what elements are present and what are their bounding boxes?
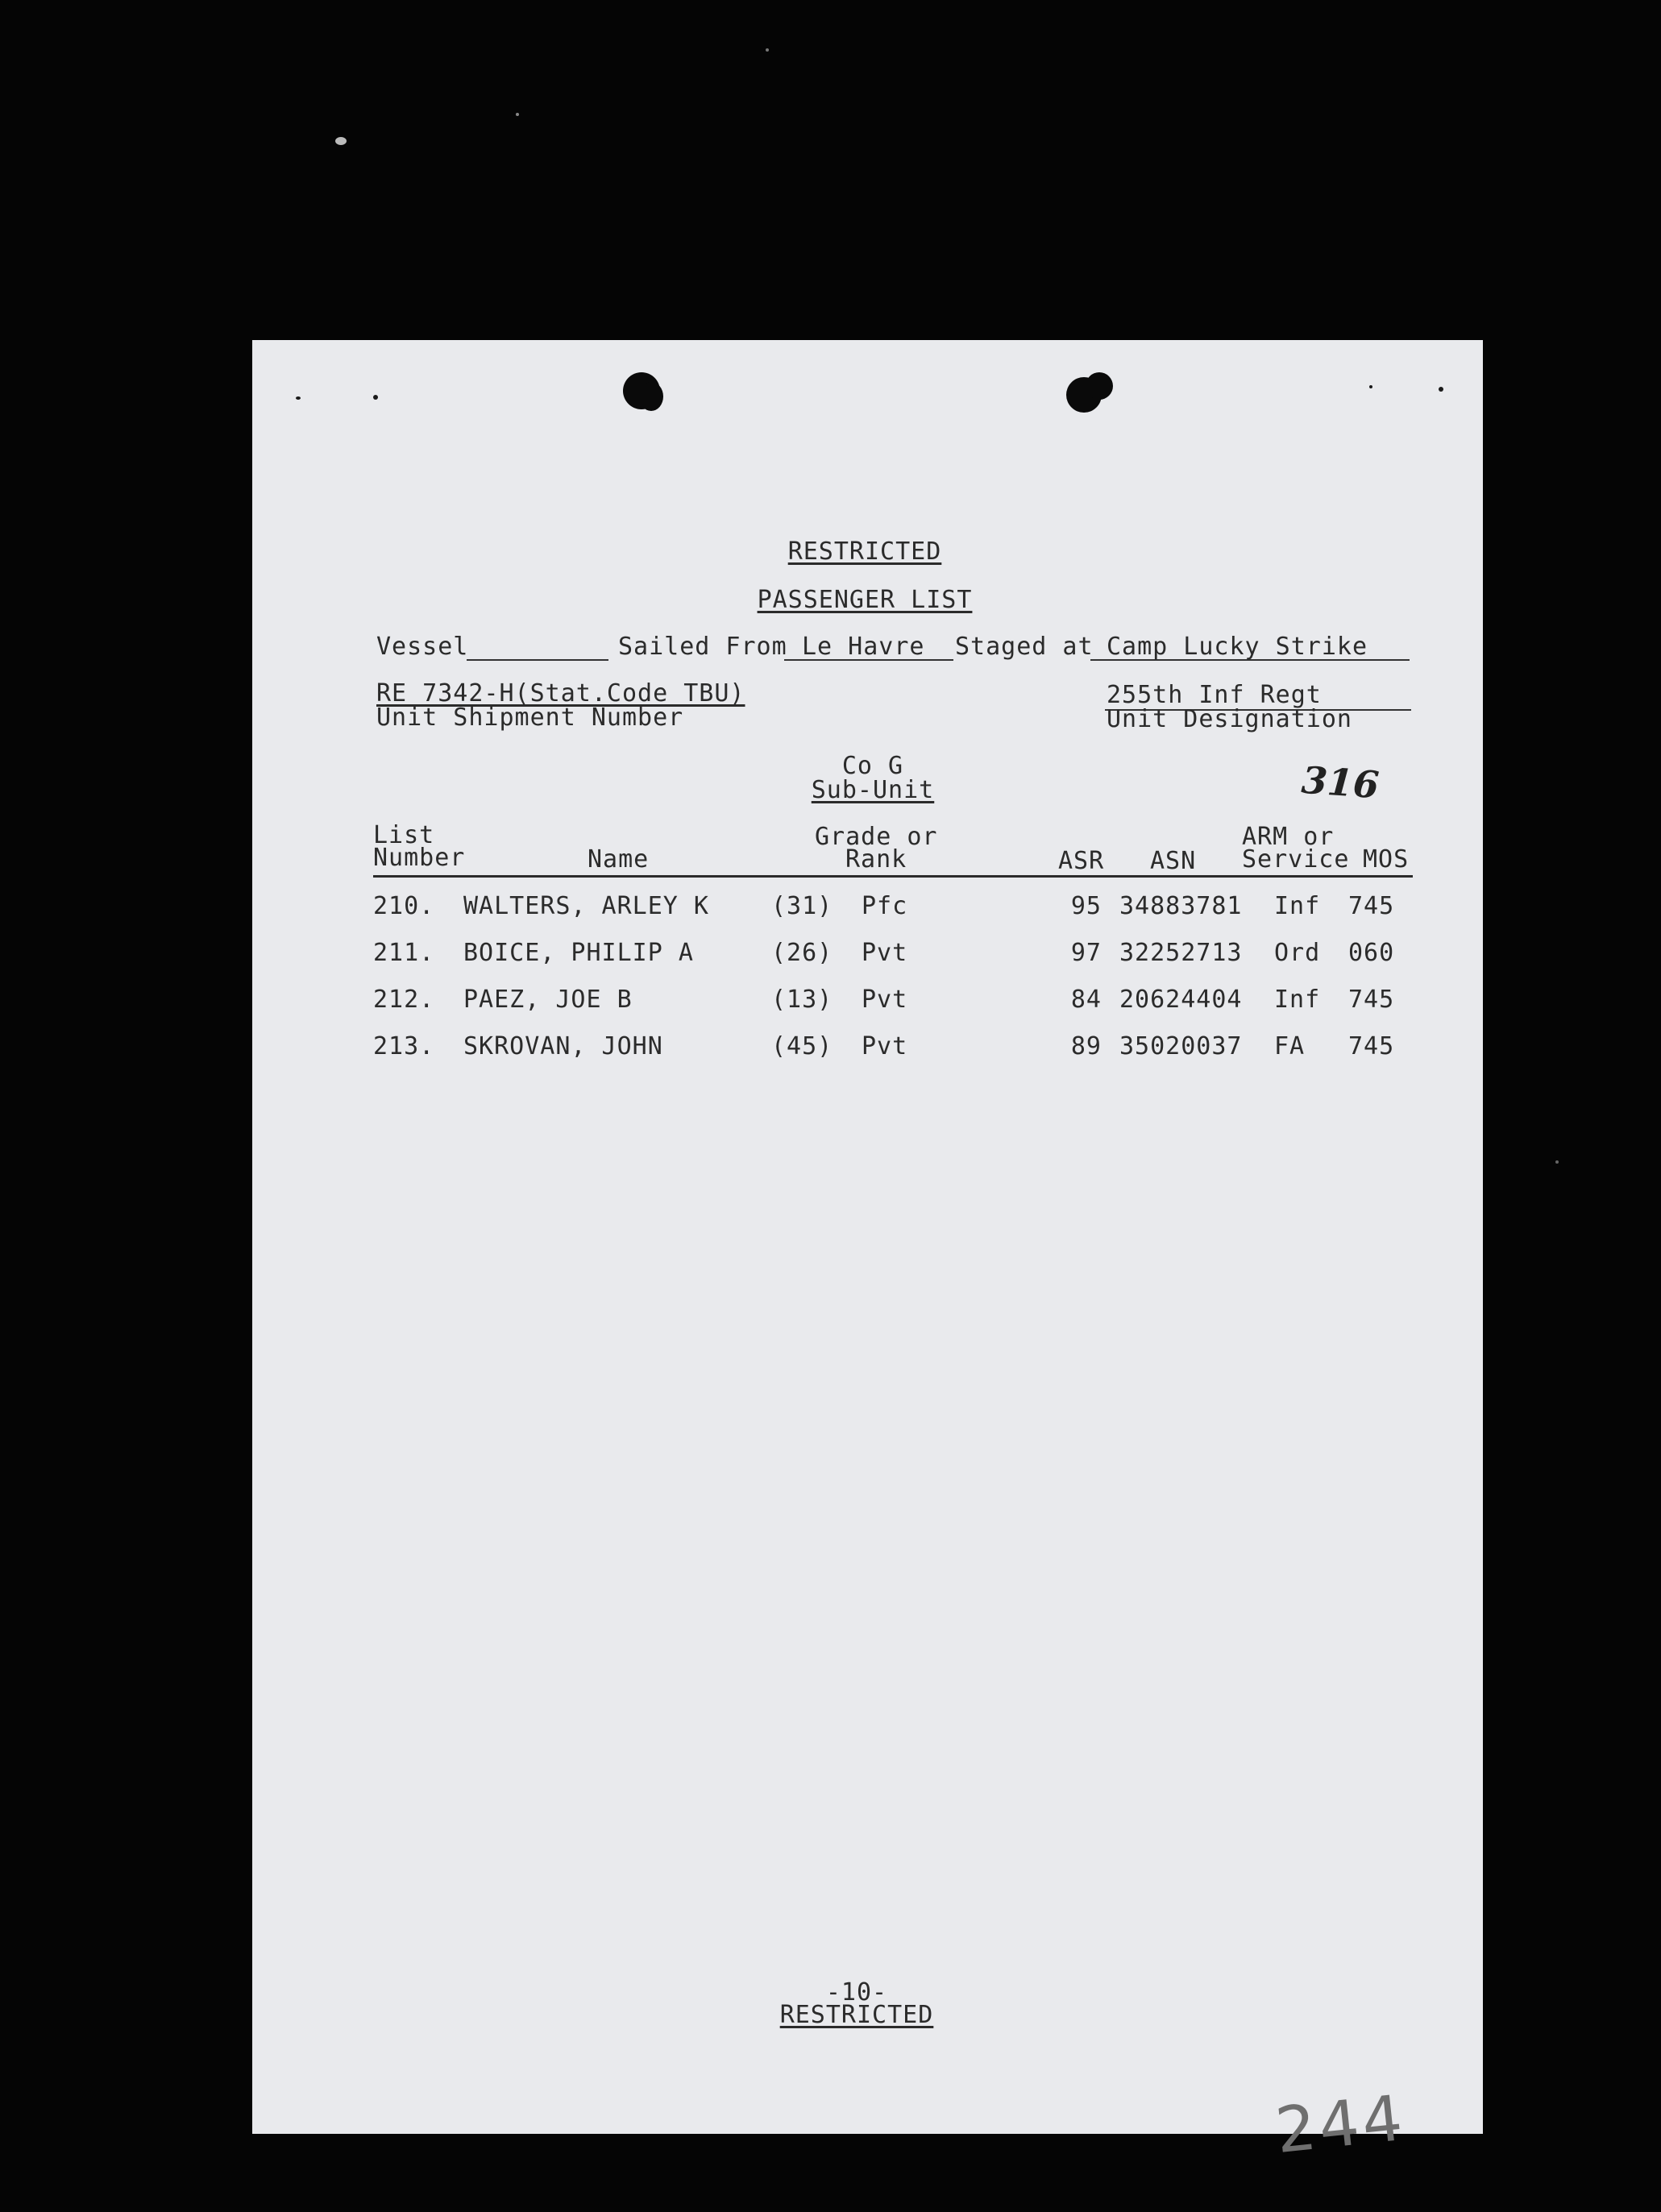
cell-name: SKROVAN, JOHN	[463, 1032, 663, 1060]
cell-arm: FA	[1274, 1032, 1306, 1060]
cell-code: (31)	[771, 892, 833, 920]
cell-grade: Pvt	[862, 1032, 908, 1060]
header-name: Name	[588, 845, 650, 874]
cell-mos: 745	[1348, 1032, 1395, 1060]
dust-speck	[516, 113, 519, 116]
classification-header: RESTRICTED	[787, 537, 942, 566]
cell-asn: 20624404	[1119, 986, 1243, 1014]
header-grade: Rank	[845, 845, 907, 874]
cell-asn: 32252713	[1119, 939, 1243, 967]
sub-unit-label: Sub-Unit	[811, 776, 935, 804]
cell-name: PAEZ, JOE B	[463, 986, 633, 1014]
dust-speck	[335, 137, 347, 145]
cell-name: BOICE, PHILIP A	[463, 939, 694, 967]
unit-shipment-number-value: RE 7342-H(Stat.Code TBU)	[376, 679, 745, 708]
header-grade: Grade or	[815, 823, 938, 851]
handwritten-page-number: 244	[1272, 2081, 1410, 2168]
dust-speck	[1369, 385, 1372, 388]
header-mos: MOS	[1363, 845, 1410, 874]
cell-name: WALTERS, ARLEY K	[463, 892, 709, 920]
cell-arm: Inf	[1274, 892, 1321, 920]
stamped-page-number: 316	[1300, 757, 1381, 807]
header-asn: ASN	[1150, 847, 1197, 875]
unit-designation-value: 255th Inf Regt	[1107, 681, 1322, 709]
cell-list-number: 210.	[373, 892, 435, 920]
dust-speck	[1439, 387, 1443, 392]
cell-code: (13)	[771, 986, 833, 1014]
header-list-number: Number	[373, 844, 466, 872]
header-rule	[373, 875, 1413, 878]
cell-grade: Pfc	[862, 892, 908, 920]
header-asr: ASR	[1058, 847, 1105, 875]
cell-code: (45)	[771, 1032, 833, 1060]
page-number: -10-	[825, 1978, 888, 2007]
cell-grade: Pvt	[862, 986, 908, 1014]
header-arm: Service	[1242, 845, 1350, 874]
staged-at-value: Camp Lucky Strike	[1107, 633, 1368, 661]
cell-arm: Ord	[1274, 939, 1321, 967]
dust-speck	[296, 396, 301, 400]
sailed-from-value: Le Havre	[802, 633, 925, 661]
cell-mos: 745	[1348, 986, 1395, 1014]
cell-mos: 060	[1348, 939, 1395, 967]
unit-shipment-number-label: Unit Shipment Number	[376, 703, 684, 732]
cell-asn: 34883781	[1119, 892, 1243, 920]
cell-list-number: 212.	[373, 986, 435, 1014]
punch-hole-left	[639, 382, 663, 411]
punch-hole-right	[1086, 372, 1113, 400]
classification-footer: RESTRICTED	[779, 2001, 934, 2029]
dust-speck	[766, 48, 769, 52]
cell-asr: 84	[1070, 986, 1102, 1014]
dust-speck	[373, 395, 378, 400]
cell-arm: Inf	[1274, 986, 1321, 1014]
sailed-from-label: Sailed From	[618, 633, 787, 661]
staged-at-label: Staged at	[955, 633, 1094, 661]
vessel-blank	[467, 659, 608, 661]
sub-unit-value: Co G	[841, 752, 904, 780]
cell-code: (26)	[771, 939, 833, 967]
cell-asr: 89	[1070, 1032, 1102, 1060]
cell-asn: 35020037	[1119, 1032, 1243, 1060]
vessel-label: Vessel	[376, 633, 469, 661]
cell-grade: Pvt	[862, 939, 908, 967]
cell-asr: 97	[1070, 939, 1102, 967]
cell-asr: 95	[1070, 892, 1102, 920]
header-list-number: List	[373, 821, 435, 849]
dust-speck	[1555, 1160, 1559, 1164]
unit-designation-label: Unit Designation	[1107, 705, 1352, 733]
page-title: PASSENGER LIST	[757, 586, 973, 614]
document-sheet	[252, 340, 1483, 2168]
header-arm: ARM or	[1242, 823, 1335, 851]
cell-mos: 745	[1348, 892, 1395, 920]
cell-list-number: 213.	[373, 1032, 435, 1060]
cell-list-number: 211.	[373, 939, 435, 967]
